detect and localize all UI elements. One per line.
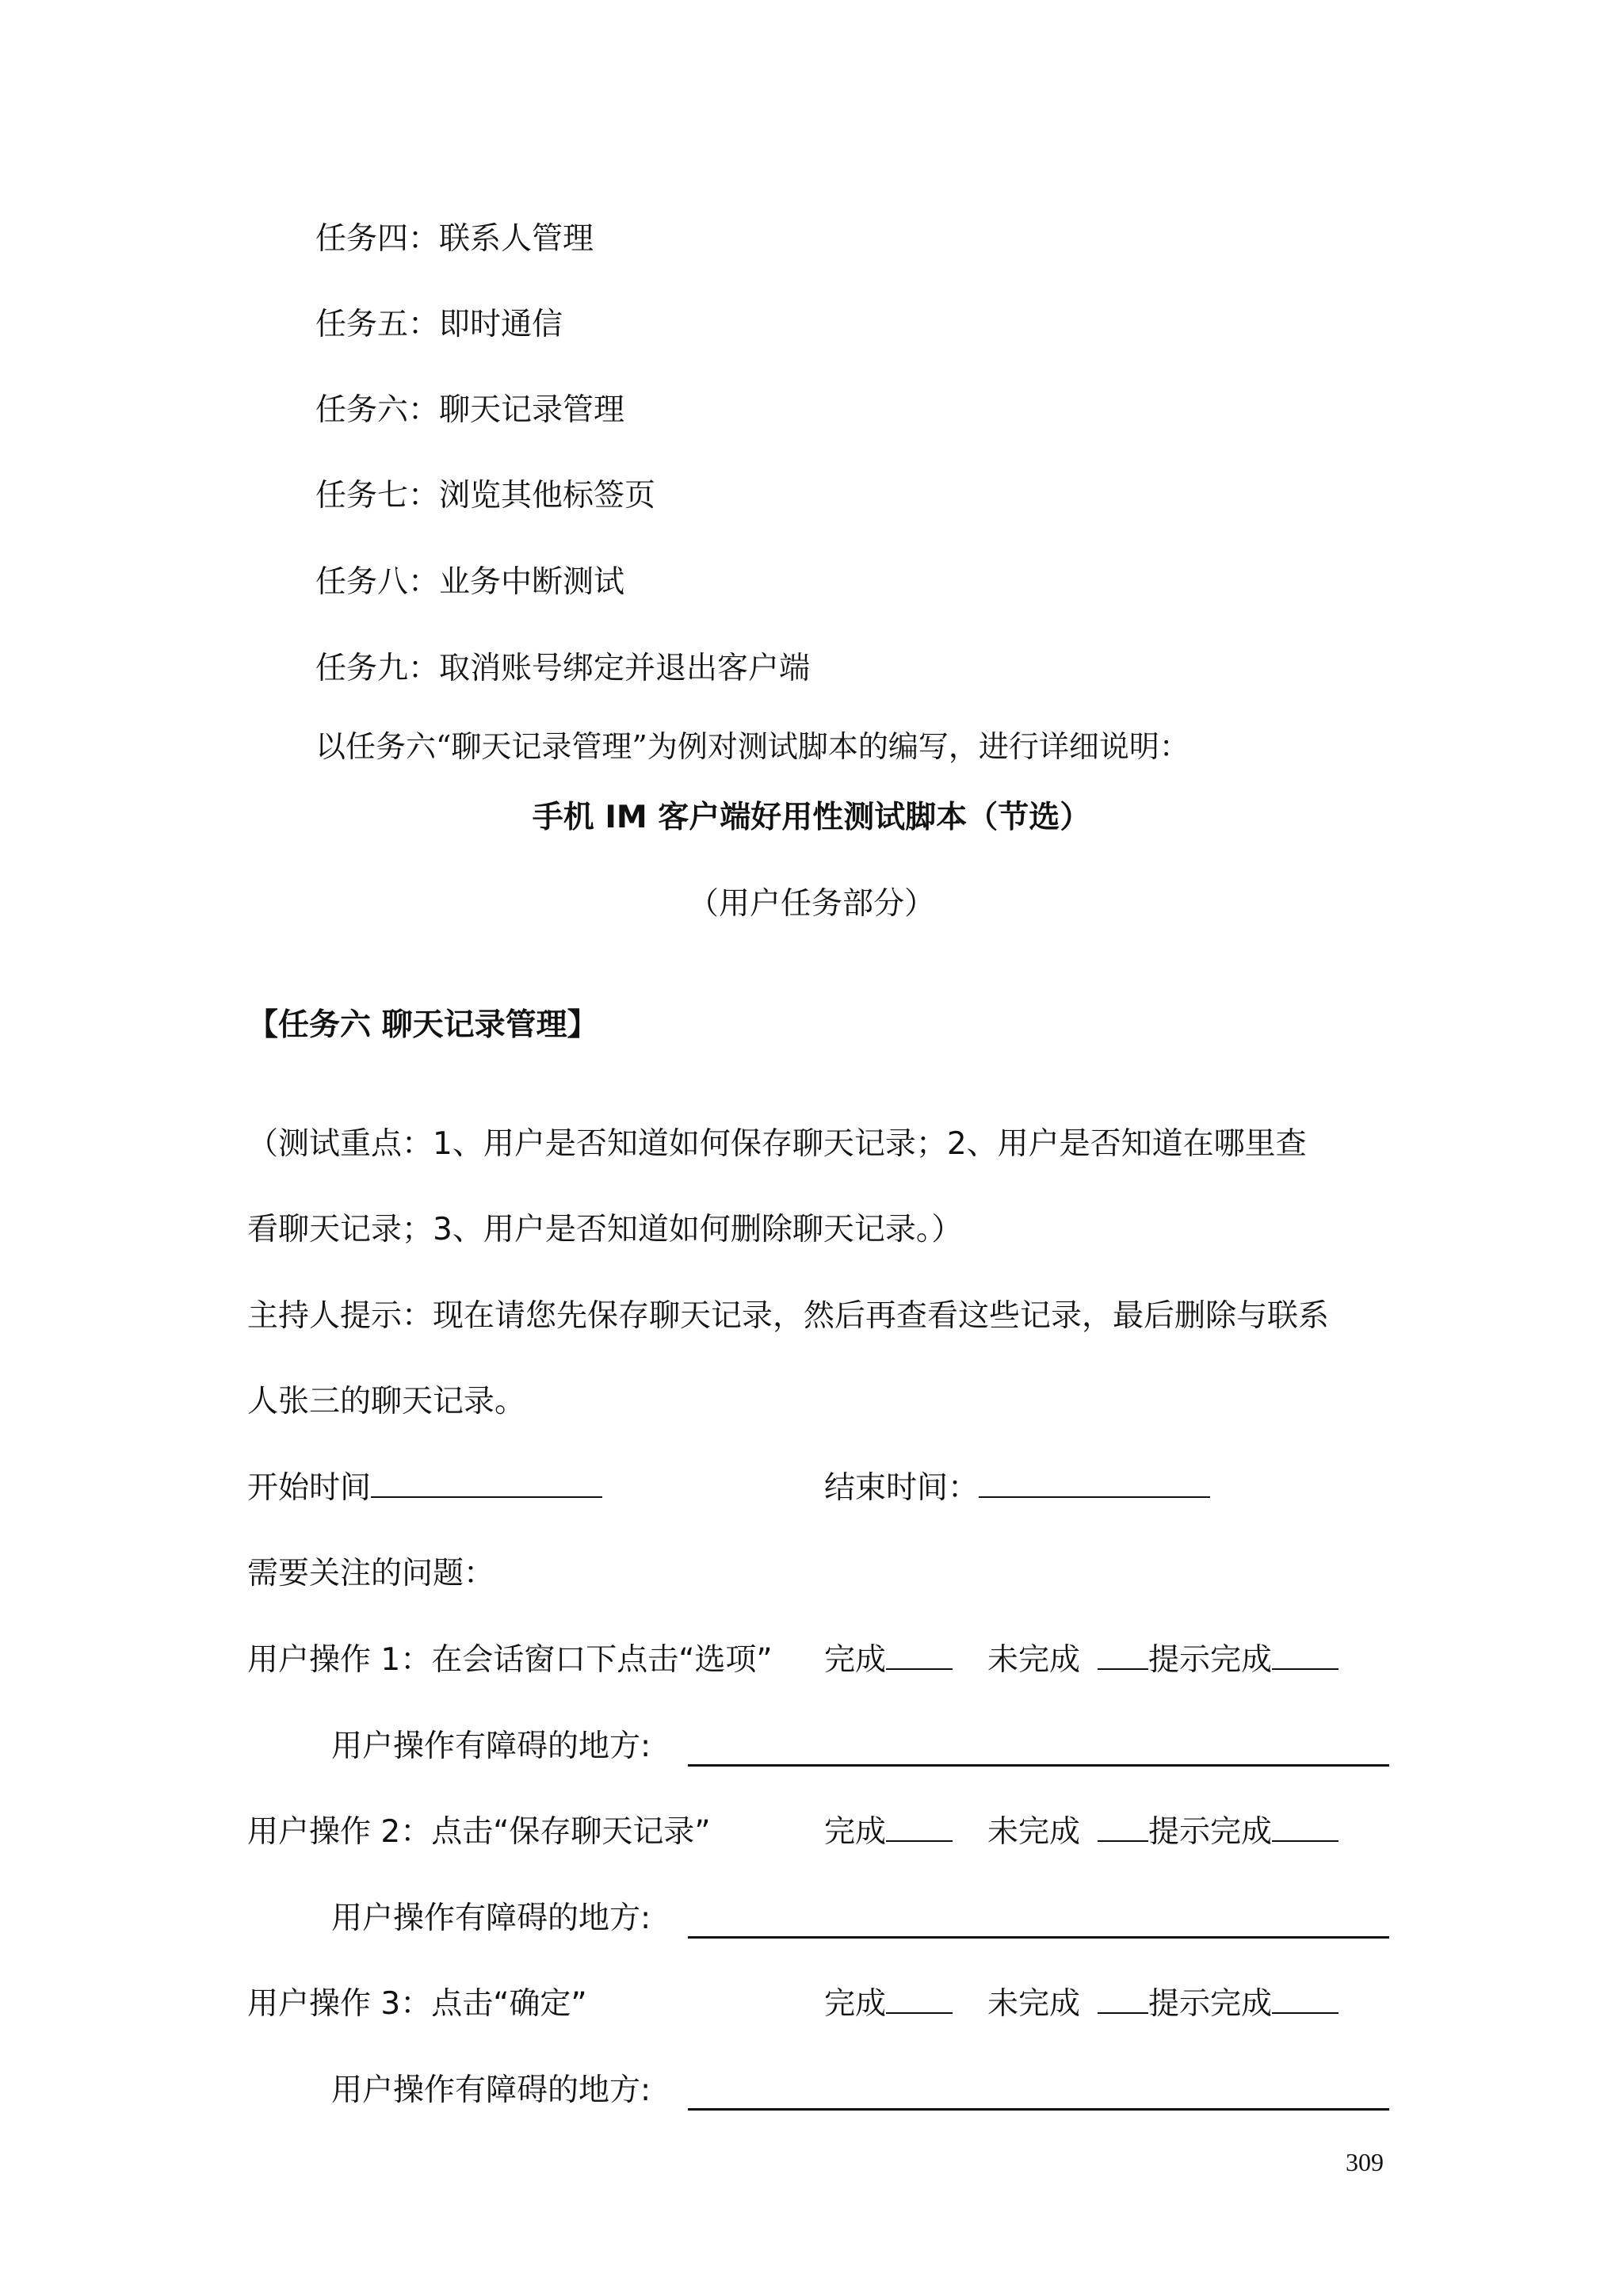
done-blank xyxy=(886,1640,953,1670)
end-time-row xyxy=(824,1468,1210,1509)
start-time-blank xyxy=(371,1468,602,1498)
not-done-label: 未完成 xyxy=(987,1642,1081,1678)
page-number: 309 xyxy=(1346,2148,1384,2176)
host-prompt-line-2: 人张三的聊天记录。 xyxy=(247,1384,526,1419)
script-subtitle: （用户任务部分） xyxy=(687,886,935,922)
end-time-label: 结束时间： xyxy=(824,1470,980,1506)
script-title: 手机 IM 客户端好用性测试脚本（节选） xyxy=(532,800,1091,835)
operation-1-label: 用户操作 1：在会话窗口下点击“选项” xyxy=(247,1642,773,1678)
operation-1-obstacle-label: 用户操作有障碍的地方: xyxy=(331,1729,651,1764)
test-focus-line-2: 看聊天记录；3、用户是否知道如何删除聊天记录。） xyxy=(247,1212,963,1247)
hint-done-label: 提示完成 xyxy=(1148,1986,1273,2022)
hint-done-blank xyxy=(1272,1812,1338,1842)
done-label: 完成 xyxy=(824,1642,887,1678)
not-done-label: 未完成 xyxy=(987,1986,1081,2022)
test-focus-line-1: （测试重点：1、用户是否知道如何保存聊天记录；2、用户是否知道在哪里查 xyxy=(247,1126,1307,1162)
operation-3-status xyxy=(824,1984,1338,2025)
task-item-4: 任务四：联系人管理 xyxy=(315,221,594,257)
hint-done-blank xyxy=(1272,1984,1338,2014)
not-done-blank xyxy=(1098,1984,1148,2014)
operation-2-label: 用户操作 2：点击“保存聊天记录” xyxy=(247,1814,711,1850)
done-blank xyxy=(886,1984,953,2014)
operation-3-obstacle-label: 用户操作有障碍的地方: xyxy=(331,2073,651,2108)
start-time-row xyxy=(247,1468,602,1509)
operation-1-status xyxy=(824,1640,1338,1681)
intro-paragraph: 以任务六“聊天记录管理”为例对测试脚本的编写，进行详细说明： xyxy=(315,729,1190,764)
not-done-blank xyxy=(1098,1812,1148,1842)
not-done-blank xyxy=(1098,1640,1148,1670)
operation-3-obstacle-line xyxy=(688,2108,1389,2111)
hint-done-label: 提示完成 xyxy=(1148,1814,1273,1850)
done-label: 完成 xyxy=(824,1986,887,2022)
operation-2-obstacle-label: 用户操作有障碍的地方: xyxy=(331,1901,651,1936)
host-prompt-line-1: 主持人提示：现在请您先保存聊天记录，然后再查看这些记录，最后删除与联系 xyxy=(247,1298,1330,1334)
operation-3-label: 用户操作 3：点击“确定” xyxy=(247,1986,587,2022)
done-blank xyxy=(886,1812,953,1842)
section-heading: 【任务六 聊天记录管理】 xyxy=(247,1007,598,1043)
task-item-9: 任务九：取消账号绑定并退出客户端 xyxy=(315,651,811,686)
start-time-label: 开始时间 xyxy=(247,1470,372,1506)
operation-2-status xyxy=(824,1812,1338,1853)
hint-done-blank xyxy=(1272,1640,1338,1670)
task-item-6: 任务六：聊天记录管理 xyxy=(315,392,625,428)
task-item-5: 任务五：即时通信 xyxy=(315,307,563,342)
operation-2-obstacle-line xyxy=(688,1936,1389,1939)
not-done-label: 未完成 xyxy=(987,1814,1081,1850)
attention-label: 需要关注的问题： xyxy=(247,1556,495,1591)
operation-1-obstacle-line xyxy=(688,1764,1389,1767)
task-item-7: 任务七：浏览其他标签页 xyxy=(315,478,656,514)
hint-done-label: 提示完成 xyxy=(1148,1642,1273,1678)
end-time-blank xyxy=(979,1468,1210,1498)
done-label: 完成 xyxy=(824,1814,887,1850)
task-item-8: 任务八：业务中断测试 xyxy=(315,564,625,600)
